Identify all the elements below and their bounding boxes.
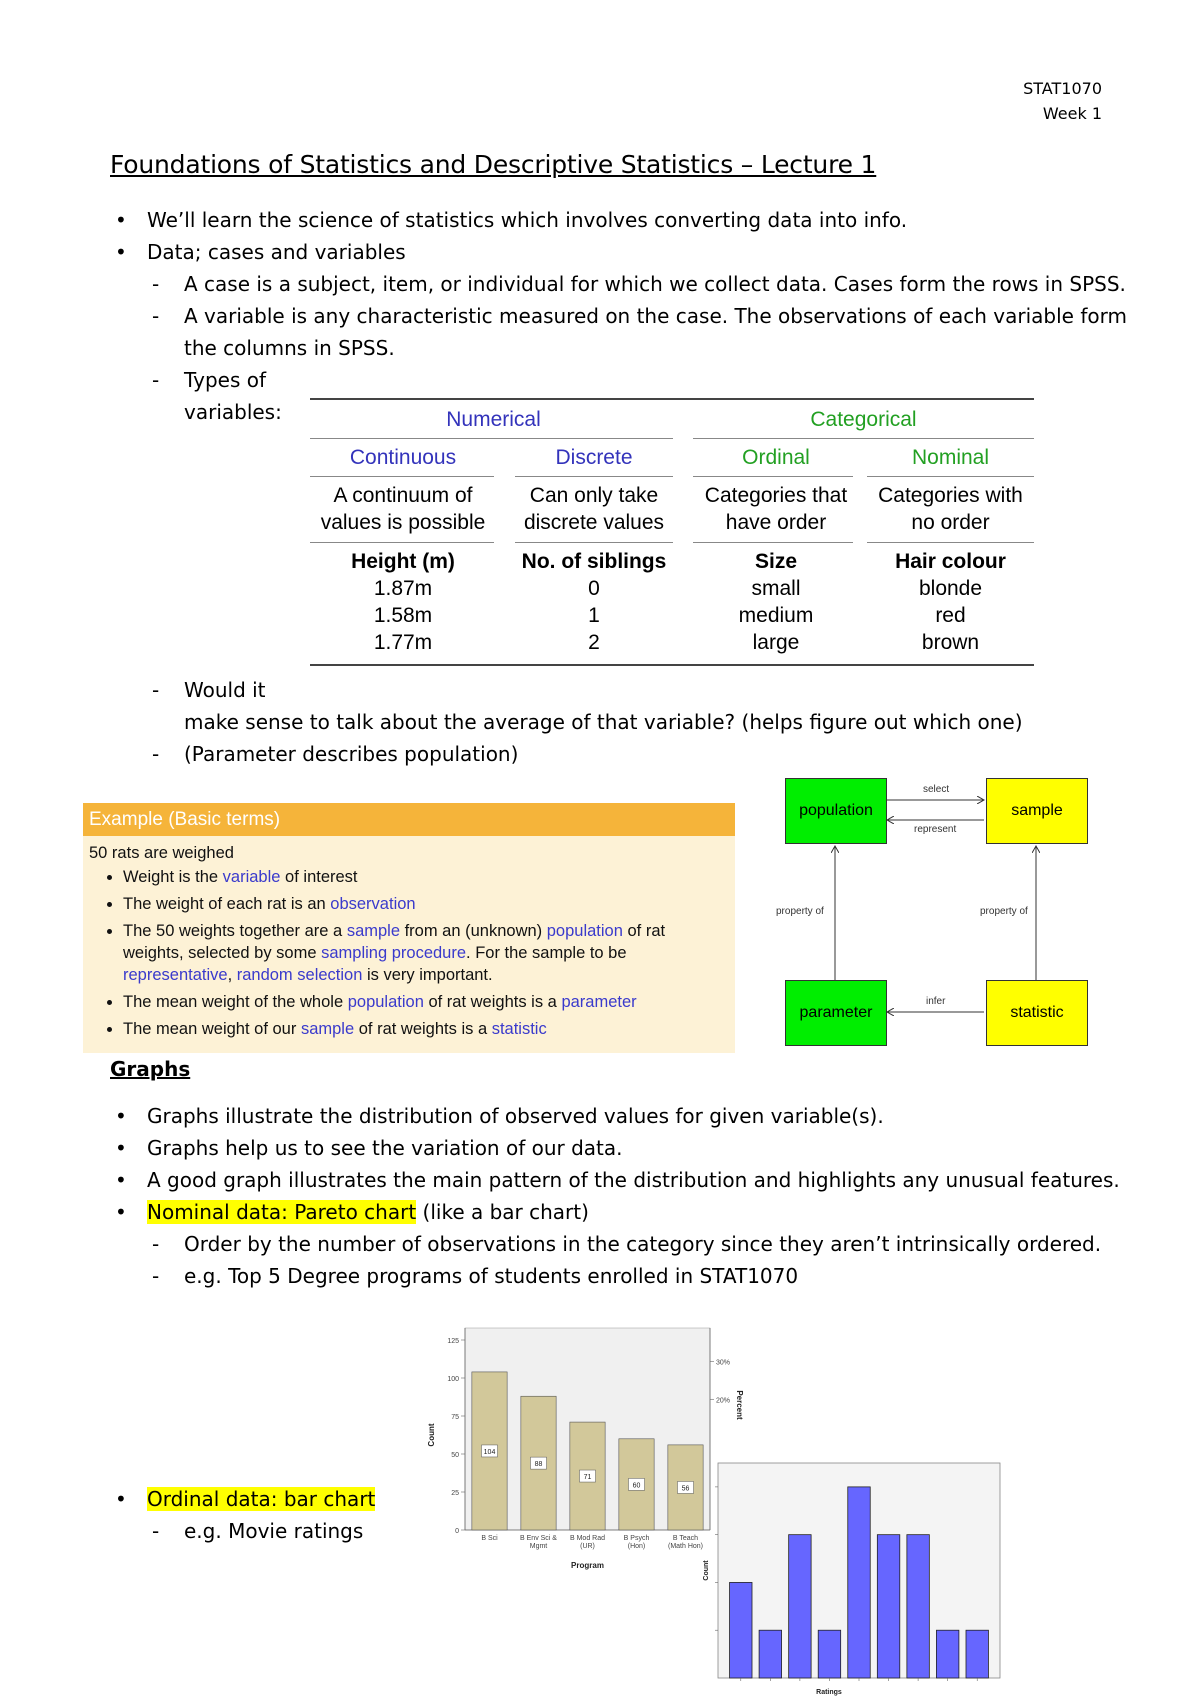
label-select: select	[923, 784, 950, 795]
population-sample-diagram	[776, 770, 1100, 1060]
dash-movie-ratings: - e.g. Movie ratings	[184, 1515, 363, 1547]
label-infer: infer	[926, 996, 946, 1007]
bullet-data-cases-variables: • Data; cases and variables	[147, 236, 406, 268]
pareto-category-label: B Sci	[481, 1535, 498, 1542]
diagram-sample: sample	[986, 778, 1088, 844]
desc-discrete: Can only take discrete values	[523, 484, 665, 534]
course-code: STAT1070	[1023, 79, 1102, 98]
ratings-bar	[936, 1630, 958, 1678]
type-ordinal: Ordinal	[742, 446, 810, 469]
ratings-bar-chart	[700, 1455, 1010, 1698]
pareto-category-label: B Env Sci &	[520, 1535, 557, 1542]
variable-definition-cont: the columns in SPSS.	[184, 336, 395, 360]
label-represent: represent	[914, 824, 957, 835]
pareto-y2tick-label: 30%	[716, 1359, 731, 1367]
pareto-chart	[420, 1318, 744, 1578]
dash-types-of-variables: - Types of	[184, 364, 266, 396]
pareto-ytick-label: 0	[455, 1528, 459, 1535]
dash-order-by-observations: - Order by the number of observations in the category since they aren’t intrinsically ordered.	[184, 1228, 1101, 1260]
week-label: Week 1	[1042, 104, 1102, 123]
example-item-observation: • The weight of each rat is an observation	[123, 893, 729, 915]
pareto-bar-label: 60	[632, 1482, 641, 1490]
diagram-population: population	[785, 778, 887, 844]
pareto-ylabel: Count	[427, 1423, 436, 1447]
pareto-category-label: B Mod Rad	[569, 1535, 606, 1542]
pareto-ytick-label: 100	[447, 1376, 459, 1383]
example-item-sample: • The 50 weights together are a sample from an (unknown) population of rat weights, selected by some sampling procedure. For the sample to be representative, random selection is very important.	[123, 920, 729, 986]
dash-would-it: - Would it	[184, 674, 266, 706]
diagram-statistic: statistic	[986, 980, 1088, 1046]
ratings-bar	[907, 1535, 929, 1678]
pareto-bar-label: 104	[483, 1448, 496, 1456]
examples-continuous: Height (m) 1.87m 1.58m 1.77m	[351, 550, 455, 654]
pareto-xlabel: Program	[571, 1561, 604, 1570]
diagram-parameter: parameter	[785, 980, 887, 1046]
types-of-variables-cont: variables:	[184, 400, 282, 424]
table-header-numerical: Numerical	[446, 408, 541, 431]
ratings-ylabel: Count	[703, 1560, 710, 1581]
examples-ordinal: Size small medium large	[738, 550, 814, 654]
dash-case-definition: - A case is a subject, item, or individual for which we collect data. Cases form the rows in SPSS.	[184, 268, 1126, 300]
pareto-bar-label: 71	[583, 1474, 592, 1482]
ratings-bar	[848, 1487, 870, 1678]
diagram-arrows	[780, 770, 1100, 1060]
pareto-ytick-label: 75	[451, 1414, 459, 1421]
type-discrete: Discrete	[555, 446, 633, 469]
ratings-bar	[730, 1582, 752, 1678]
pareto-category-label: Mgmt	[529, 1543, 548, 1550]
ratings-bar	[818, 1630, 840, 1678]
ratings-bar	[789, 1535, 811, 1678]
example-item-statistic: • The mean weight of our sample of rat weights is a statistic	[123, 1018, 729, 1040]
pareto-bar-label: 88	[534, 1461, 543, 1469]
bullet-ordinal-bar-chart: • Ordinal data: bar chart	[147, 1483, 375, 1515]
pareto-category-label: B Teach	[672, 1535, 699, 1542]
ratings-bar	[966, 1630, 988, 1678]
type-nominal: Nominal	[911, 446, 990, 469]
graphs-heading: Graphs	[110, 1057, 191, 1081]
pareto-category-label: B Psych	[623, 1535, 650, 1542]
example-header: Example (Basic terms)	[83, 803, 735, 836]
type-continuous: Continuous	[349, 446, 457, 469]
examples-discrete: No. of siblings 0 1 2	[521, 550, 667, 654]
example-item-variable: • Weight is the variable of interest	[123, 866, 729, 888]
desc-ordinal: Categories that have order	[704, 484, 848, 534]
desc-nominal: Categories with no order	[878, 484, 1023, 534]
pareto-ytick-label: 50	[451, 1452, 459, 1459]
pareto-y2label: Percent	[735, 1390, 744, 1420]
pareto-category-label: (UR)	[580, 1543, 595, 1550]
dash-parameter-population: - (Parameter describes population)	[184, 738, 518, 770]
bullet-graphs-variation: • Graphs help us to see the variation of our data.	[147, 1132, 623, 1164]
bullet-statistics-science: • We’ll learn the science of statistics which involves converting data into info.	[147, 204, 907, 236]
label-property-of-right: property of	[980, 906, 1028, 917]
dash-variable-definition: - A variable is any characteristic measured on the case. The observations of each variable form	[184, 300, 1127, 332]
ratings-bar	[759, 1630, 781, 1678]
dash-top5-degree: - e.g. Top 5 Degree programs of students enrolled in STAT1070	[184, 1260, 798, 1292]
pareto-y2tick-label: 20%	[716, 1397, 731, 1405]
example-lead: 50 rats are weighed	[89, 844, 234, 862]
bullet-good-graph: • A good graph illustrates the main pattern of the distribution and highlights any unusual features.	[147, 1164, 1120, 1196]
desc-continuous: A continuum of values is possible	[320, 484, 486, 534]
bullet-nominal-pareto: • Nominal data: Pareto chart (like a bar chart)	[147, 1196, 589, 1228]
table-header-categorical: Categorical	[810, 408, 917, 431]
pareto-ytick-label: 25	[451, 1490, 459, 1497]
pareto-bar-label: 56	[681, 1485, 690, 1493]
examples-nominal: Hair colour blonde red brown	[895, 550, 1006, 654]
ratings-bar	[877, 1535, 899, 1678]
ratings-xlabel: Ratings	[816, 1689, 842, 1696]
example-item-parameter: • The mean weight of the whole population of rat weights is a parameter	[123, 991, 729, 1013]
pareto-category-label: (Hon)	[627, 1543, 646, 1550]
course-header	[1023, 76, 1102, 126]
bullet-graphs-distribution: • Graphs illustrate the distribution of observed values for given variable(s).	[147, 1100, 884, 1132]
pareto-ytick-label: 125	[447, 1338, 459, 1345]
would-it-cont: make sense to talk about the average of that variable? (helps figure out which one)	[184, 710, 1023, 734]
label-property-of-left: property of	[776, 906, 824, 917]
page-title: Foundations of Statistics and Descriptive Statistics – Lecture 1	[110, 150, 877, 179]
pareto-category-label: (Math Hon)	[667, 1543, 704, 1550]
example-basic-terms-box	[83, 803, 735, 1053]
